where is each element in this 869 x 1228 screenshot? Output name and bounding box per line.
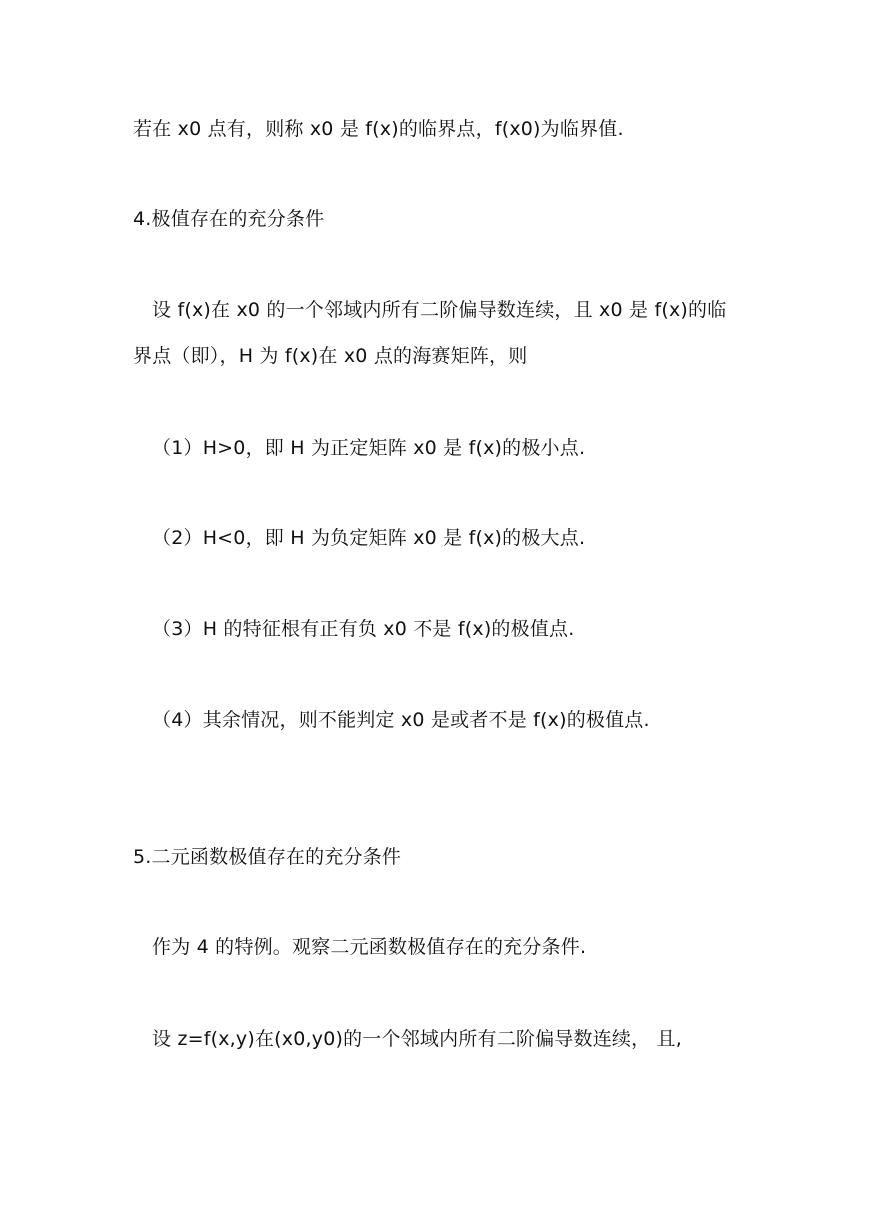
paragraph-line: 设 f(x)在 x0 的一个邻域内所有二阶偏导数连续，且 x0 是 f(x)的临 (152, 299, 727, 321)
condition-item-1: （1）H>0，即 H 为正定矩阵 x0 是 f(x)的极小点. (152, 437, 586, 459)
paragraph-line: 设 z=f(x,y)在(x0,y0)的一个邻域内所有二阶偏导数连续， 且, (152, 1028, 682, 1050)
paragraph-line: 作为 4 的特例。观察二元函数极值存在的充分条件. (152, 936, 587, 958)
critical-point-definition: 若在 x0 点有，则称 x0 是 f(x)的临界点，f(x0)为临界值. (133, 118, 624, 140)
condition-item-4: （4）其余情况，则不能判定 x0 是或者不是 f(x)的极值点. (152, 709, 650, 731)
paragraph-line: 界点（即），H 为 f(x)在 x0 点的海赛矩阵，则 (133, 345, 528, 367)
condition-item-3: （3）H 的特征根有正有负 x0 不是 f(x)的极值点. (152, 618, 575, 640)
section-heading-4: 4.极值存在的充分条件 (133, 208, 325, 230)
condition-item-2: （2）H<0，即 H 为负定矩阵 x0 是 f(x)的极大点. (152, 527, 586, 549)
section-heading-5: 5.二元函数极值存在的充分条件 (133, 846, 402, 868)
